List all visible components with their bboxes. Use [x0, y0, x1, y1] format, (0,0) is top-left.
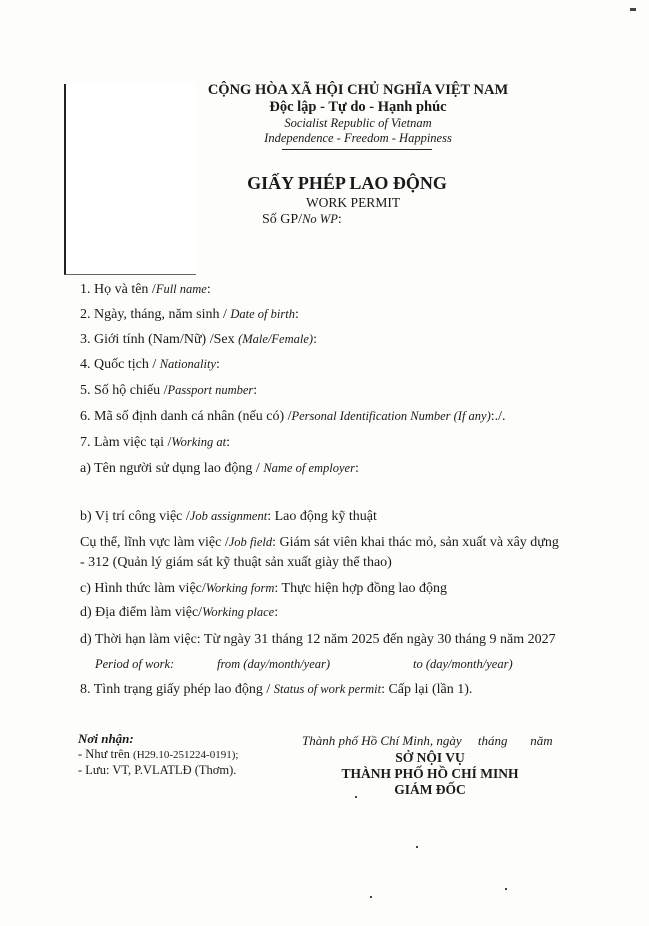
label-vi: Cụ thể, lĩnh vực làm việc /: [80, 535, 229, 550]
label-vi: a) Tên người sử dụng lao động /: [80, 461, 264, 476]
value: : Thực hiện hợp đồng lao động: [274, 581, 448, 596]
label-en: Personal Identification Number (If any): [291, 409, 491, 423]
label-vi: 2. Ngày, tháng, năm sinh /: [80, 307, 231, 322]
field-working-at: 7. Làm việc tại /Working at:: [80, 435, 230, 450]
label-vi: 8. Tình trạng giấy phép lao động /: [80, 682, 274, 697]
period-label-en: Period of work:: [95, 657, 175, 671]
field-sex: 3. Giới tính (Nam/Nữ) /Sex (Male/Female):: [80, 332, 317, 347]
scan-speck: [630, 8, 636, 11]
label-en: Status of work permit: [273, 682, 382, 696]
director-title: GIÁM ĐỐC: [394, 782, 466, 797]
label-en: (Male/Female): [238, 332, 314, 346]
national-motto: Độc lập - Tự do - Hạnh phúc: [269, 99, 447, 115]
label-en: Date of birth: [230, 307, 295, 321]
document-title: GIẤY PHÉP LAO ĐỘNG: [247, 173, 447, 193]
place-date: Thành phố Hồ Chí Minh, ngày tháng năm: [302, 733, 553, 748]
field-nationality: 4. Quốc tịch / Nationality:: [80, 357, 220, 372]
field-period-of-work: d) Thời hạn làm việc: Từ ngày 31 tháng 12 năm 2025 đến ngày 30 tháng 9 năm 2027: [80, 632, 556, 647]
permit-number-label: [262, 212, 342, 228]
label-vi: 6. Mã số định danh cá nhân (nếu có) /: [80, 409, 292, 424]
label-en: Working at: [171, 435, 227, 449]
field-working-place: d) Địa điểm làm việc/Working place:: [80, 605, 279, 620]
issuing-office-city: THÀNH PHỐ HỒ CHÍ MINH: [341, 766, 519, 781]
scan-speck: [355, 796, 357, 798]
label-en: Nationality: [159, 357, 216, 371]
label-vi: c) Hình thức làm việc/: [80, 581, 206, 596]
field-job-field-cont: - 312 (Quản lý giám sát kỹ thuật sản xuất giày thể thao): [80, 555, 392, 570]
scan-speck: [505, 888, 507, 890]
field-passport-number: 5. Số hộ chiếu /Passport number:: [80, 383, 258, 398]
field-job-field: [80, 535, 559, 551]
permit-number-en: No WP: [302, 212, 338, 226]
issuing-office: SỞ NỘI VỤ: [395, 750, 465, 765]
label-vi: 5. Số hộ chiếu /: [80, 383, 168, 398]
recipient-1: [78, 747, 238, 762]
label-vi: b) Vị trí công việc /: [80, 509, 190, 524]
label-en: Full name: [155, 282, 207, 296]
permit-number-sep: :: [337, 212, 342, 227]
recipients-title: Nơi nhận:: [78, 731, 134, 746]
label-en: Working place: [202, 605, 275, 619]
recipient-2: - Lưu: VT, P.VLATLĐ (Thơm).: [78, 763, 237, 777]
label-en: Name of employer: [263, 461, 355, 475]
label-vi: 3. Giới tính (Nam/Nữ) /Sex: [80, 332, 239, 347]
field-employer-name: a) Tên người sử dụng lao động / Name of employer:: [80, 461, 359, 476]
period-to-en: to (day/month/year): [413, 657, 513, 671]
label-en: Job assignment: [189, 509, 268, 523]
field-full-name: 1. Họ và tên /Full name:: [80, 282, 211, 297]
recipient-1-code: (H29.10-251224-0191);: [133, 749, 239, 761]
national-motto-en: Independence - Freedom - Happiness: [264, 131, 452, 145]
period-from-en: from (day/month/year): [217, 657, 331, 671]
label-vi: 7. Làm việc tại /: [80, 435, 172, 450]
scan-speck: [370, 896, 372, 898]
country-name-en: Socialist Republic of Vietnam: [284, 116, 432, 130]
label-vi: d) Địa điểm làm việc/: [80, 605, 203, 620]
field-job-assignment: [80, 509, 377, 525]
label-vi: 1. Họ và tên /: [80, 282, 156, 297]
document-title-en: WORK PERMIT: [305, 195, 401, 210]
recipient-1-text: - Như trên: [78, 747, 134, 761]
photo-placeholder: [64, 84, 196, 275]
header-underline: [282, 149, 432, 150]
label-en: Passport number: [167, 383, 254, 397]
field-working-form: [80, 581, 447, 597]
value: : Giám sát viên khai thác mỏ, sản xuất và xây dựng: [272, 535, 559, 550]
value: : Cấp lại (lần 1).: [381, 682, 473, 697]
value: : Lao động kỹ thuật: [267, 509, 377, 524]
field-permit-status: [80, 682, 472, 698]
permit-number-vi: Số GP/: [262, 212, 303, 227]
field-date-of-birth: 2. Ngày, tháng, năm sinh / Date of birth:: [80, 307, 299, 322]
label-en: Working form: [205, 581, 275, 595]
label-en: Job field: [228, 535, 273, 549]
label-vi: 4. Quốc tịch /: [80, 357, 160, 372]
field-personal-id: [80, 409, 506, 425]
scan-speck: [416, 846, 418, 848]
country-name: CỘNG HÒA XÃ HỘI CHỦ NGHĨA VIỆT NAM: [207, 82, 509, 98]
value: :./.: [490, 409, 506, 424]
